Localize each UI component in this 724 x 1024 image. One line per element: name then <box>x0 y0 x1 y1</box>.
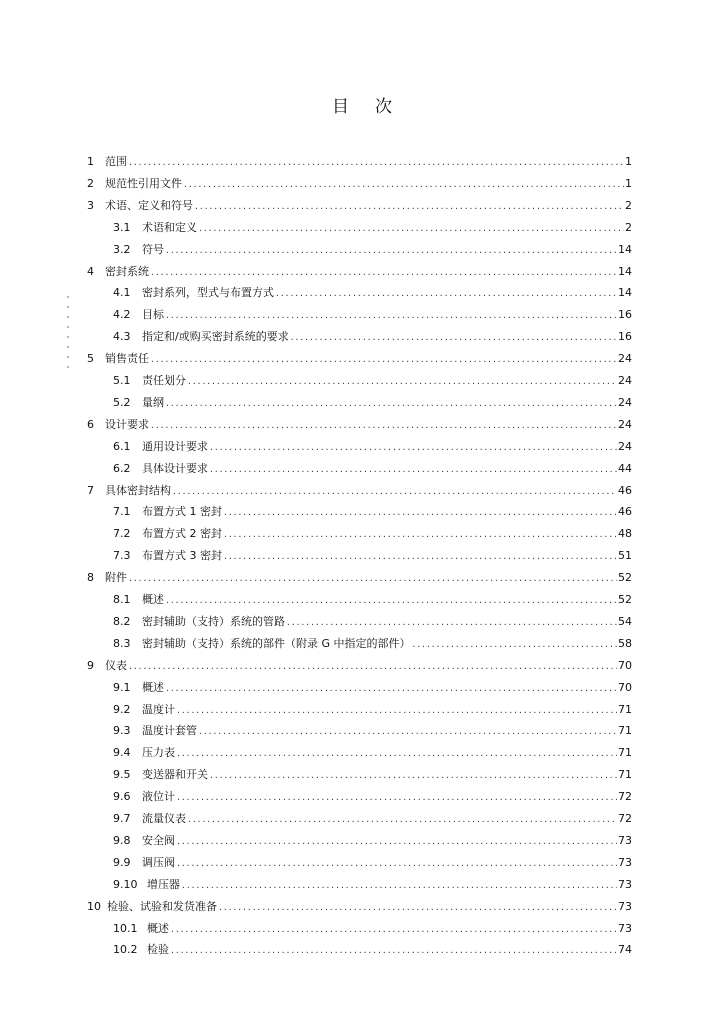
toc-label: 概述 <box>147 921 169 935</box>
toc-page-number: 52 <box>618 571 632 585</box>
toc-page-number: 54 <box>618 614 632 628</box>
toc-number: 9.9 <box>113 855 131 869</box>
toc-entry[interactable] <box>87 345 632 365</box>
toc-entry[interactable] <box>113 805 632 825</box>
toc-label: 具体设计要求 <box>142 461 208 475</box>
toc-label: 销售责任 <box>105 352 149 366</box>
dot-leader <box>286 617 617 628</box>
toc-entry[interactable] <box>113 367 632 387</box>
toc-page-number: 73 <box>618 833 632 847</box>
dot-leader <box>275 288 617 299</box>
toc-entry[interactable] <box>113 739 632 759</box>
toc-entry[interactable] <box>113 323 632 343</box>
toc-page-number: 24 <box>618 439 632 453</box>
toc-number: 5.2 <box>113 395 131 409</box>
toc-label: 密封辅助（支持）系统的管路 <box>142 614 285 628</box>
margin-marks <box>66 296 71 372</box>
toc-label: 附件 <box>105 571 127 585</box>
toc-page-number: 24 <box>618 374 632 387</box>
toc-entry[interactable] <box>87 411 632 431</box>
dot-leader <box>209 442 617 453</box>
dot-leader <box>223 507 617 518</box>
dot-leader <box>181 880 617 891</box>
toc-entry[interactable] <box>113 236 632 256</box>
toc-entry[interactable] <box>113 674 632 694</box>
toc-label: 布置方式 2 密封 <box>142 527 222 541</box>
toc-number: 9.6 <box>113 790 131 804</box>
toc-number: 7 <box>87 483 94 497</box>
toc-page-number: 16 <box>618 330 632 344</box>
toc-entry[interactable] <box>87 258 632 278</box>
toc-label: 密封辅助（支持）系统的部件（附录 G 中指定的部件） <box>142 636 411 650</box>
toc-label: 调压阀 <box>142 855 175 869</box>
toc-entry[interactable] <box>113 301 632 321</box>
dot-leader <box>165 245 617 256</box>
toc-number: 3.2 <box>113 242 131 256</box>
toc-entry[interactable] <box>113 214 632 234</box>
toc-entry[interactable] <box>87 148 632 168</box>
toc-page-number: 44 <box>618 461 632 475</box>
toc-label: 增压器 <box>147 877 180 891</box>
dot-leader <box>176 858 617 869</box>
toc-label: 密封系统 <box>105 264 149 278</box>
toc-page-number: 1 <box>625 155 632 168</box>
toc-page-number: 16 <box>618 308 632 322</box>
dot-leader <box>165 398 617 409</box>
dot-leader <box>165 595 617 606</box>
toc-entry[interactable] <box>113 455 632 475</box>
toc-entry[interactable] <box>113 717 632 737</box>
toc-page-number: 73 <box>618 877 632 891</box>
dot-leader <box>209 770 617 781</box>
toc-label: 检验 <box>147 943 169 957</box>
toc-number: 8.2 <box>113 614 131 628</box>
toc-page-number: 52 <box>618 593 632 606</box>
toc-entry[interactable] <box>113 630 632 650</box>
dot-leader <box>223 551 617 562</box>
toc-page-number: 2 <box>625 198 632 212</box>
toc-page-number: 14 <box>618 286 632 300</box>
toc-number: 9.3 <box>113 724 131 738</box>
toc-label: 液位计 <box>142 790 175 804</box>
toc-number: 7.1 <box>113 505 131 519</box>
dot-leader <box>150 267 617 278</box>
toc-number: 6.1 <box>113 439 131 453</box>
dot-leader <box>187 814 617 825</box>
toc-page-number: 70 <box>618 658 632 672</box>
toc-label: 安全阀 <box>142 833 175 847</box>
toc-number: 9.4 <box>113 746 131 760</box>
toc-number: 9.5 <box>113 768 131 782</box>
toc-entry[interactable] <box>113 433 632 453</box>
toc-label: 布置方式 3 密封 <box>142 549 222 563</box>
toc-label: 通用设计要求 <box>142 439 208 453</box>
dot-leader <box>290 332 617 343</box>
toc-entry[interactable] <box>113 389 632 409</box>
toc-number: 6.2 <box>113 461 131 475</box>
toc-entry[interactable] <box>113 783 632 803</box>
toc-page-number: 14 <box>618 242 632 256</box>
toc-entry[interactable] <box>113 915 632 935</box>
toc-label: 密封系列，型式与布置方式 <box>142 286 274 300</box>
toc-label: 术语、定义和符号 <box>105 198 193 212</box>
toc-entry[interactable] <box>87 192 632 212</box>
toc-number: 8.3 <box>113 636 131 650</box>
dot-leader <box>128 661 617 672</box>
dot-leader <box>198 726 617 737</box>
dot-leader <box>172 486 617 497</box>
toc-number: 9.1 <box>113 680 131 694</box>
toc-number: 5 <box>87 352 94 366</box>
toc-label: 量纲 <box>142 395 164 409</box>
dot-leader <box>198 223 624 234</box>
toc-label: 符号 <box>142 242 164 256</box>
toc-page-number: 2 <box>625 220 632 234</box>
toc-label: 设计要求 <box>105 417 149 431</box>
toc-page-number: 1 <box>625 176 632 190</box>
toc-entry[interactable] <box>87 652 632 672</box>
toc-label: 布置方式 1 密封 <box>142 505 222 519</box>
toc-label: 变送器和开关 <box>142 768 208 782</box>
toc-page-number: 73 <box>618 899 632 913</box>
toc-number: 9.2 <box>113 702 131 716</box>
toc-page-number: 71 <box>618 746 632 760</box>
toc-number: 4 <box>87 264 94 278</box>
dot-leader <box>176 705 617 716</box>
toc-entry[interactable] <box>113 279 632 299</box>
toc-number: 7.2 <box>113 527 131 541</box>
dot-leader <box>150 354 617 365</box>
toc-page-number: 51 <box>618 549 632 563</box>
toc-label: 流量仪表 <box>142 812 186 825</box>
toc-page-number: 71 <box>618 768 632 782</box>
toc-number: 9.10 <box>113 877 138 891</box>
toc-entry[interactable] <box>113 608 632 628</box>
toc-label: 责任划分 <box>142 374 186 387</box>
dot-leader <box>165 310 617 321</box>
dot-leader <box>165 683 617 694</box>
toc-number: 10.1 <box>113 921 138 935</box>
dot-leader <box>209 464 617 475</box>
dot-leader <box>412 639 617 650</box>
page-title <box>0 92 724 117</box>
dot-leader <box>223 529 617 540</box>
dot-leader <box>183 179 624 190</box>
toc-page-number: 73 <box>618 855 632 869</box>
title-char-1: 目 <box>332 97 349 117</box>
toc-page-number: 72 <box>618 812 632 825</box>
toc-entry[interactable] <box>113 761 632 781</box>
toc-number: 4.1 <box>113 286 131 300</box>
toc-entry[interactable] <box>113 871 632 891</box>
toc-label: 压力表 <box>142 746 175 760</box>
toc-entry[interactable] <box>87 477 632 497</box>
toc-number: 3.1 <box>113 220 131 234</box>
toc-entry[interactable] <box>87 893 632 913</box>
toc-entry[interactable] <box>113 827 632 847</box>
toc-number: 10 <box>87 899 101 913</box>
toc-number: 4.3 <box>113 330 131 344</box>
dot-leader <box>150 420 617 431</box>
toc-label: 温度计套管 <box>142 724 197 738</box>
toc-page-number: 71 <box>618 724 632 738</box>
toc-label: 具体密封结构 <box>105 483 171 497</box>
dot-leader <box>128 573 617 584</box>
dot-leader <box>170 945 617 956</box>
toc-page-number: 58 <box>618 636 632 650</box>
toc-entry[interactable] <box>113 520 632 540</box>
toc-label: 概述 <box>142 680 164 694</box>
toc-page-number: 24 <box>618 417 632 431</box>
toc-entry[interactable] <box>113 696 632 716</box>
toc-label: 温度计 <box>142 702 175 716</box>
toc-entry[interactable] <box>87 564 632 584</box>
dot-leader <box>176 748 617 759</box>
dot-leader <box>194 201 624 212</box>
toc-page-number: 74 <box>618 943 632 957</box>
toc-label: 规范性引用文件 <box>105 176 182 190</box>
toc-page-number: 46 <box>618 483 632 497</box>
dot-leader <box>176 836 617 847</box>
toc-entry[interactable] <box>87 170 632 190</box>
toc-page-number: 73 <box>618 921 632 935</box>
toc-number: 3 <box>87 198 94 212</box>
toc-page-number: 48 <box>618 527 632 541</box>
toc-page-number: 14 <box>618 264 632 278</box>
title-char-2: 次 <box>375 97 392 117</box>
toc-label: 目标 <box>142 308 164 322</box>
toc-page-number: 71 <box>618 702 632 716</box>
toc-page-number: 46 <box>618 505 632 519</box>
toc-page-number: 72 <box>618 790 632 804</box>
dot-leader <box>218 902 617 913</box>
toc-label: 仪表 <box>105 658 127 672</box>
toc-number: 8 <box>87 571 94 585</box>
toc-entry[interactable] <box>113 586 632 606</box>
dot-leader <box>170 924 617 935</box>
toc-number: 6 <box>87 417 94 431</box>
toc-entry[interactable] <box>113 936 632 956</box>
dot-leader <box>128 157 624 168</box>
toc-label: 概述 <box>142 593 164 606</box>
toc-entry[interactable] <box>113 542 632 562</box>
toc-number: 2 <box>87 176 94 190</box>
dot-leader <box>176 792 617 803</box>
toc-number: 7.3 <box>113 549 131 563</box>
toc-number: 1 <box>87 155 94 168</box>
toc-number: 4.2 <box>113 308 131 322</box>
toc-number: 9.7 <box>113 812 131 825</box>
toc-entry[interactable] <box>113 498 632 518</box>
toc-label: 术语和定义 <box>142 220 197 234</box>
toc-label: 检验、试验和发货准备 <box>107 899 217 913</box>
toc-label: 指定和/或购买密封系统的要求 <box>142 330 289 344</box>
toc-number: 8.1 <box>113 593 131 606</box>
toc-number: 9.8 <box>113 833 131 847</box>
toc-number: 9 <box>87 658 94 672</box>
toc-page-number: 70 <box>618 680 632 694</box>
toc-number: 5.1 <box>113 374 131 387</box>
dot-leader <box>187 376 617 387</box>
toc-label: 范围 <box>105 155 127 168</box>
toc-page-number: 24 <box>618 352 632 366</box>
toc-number: 10.2 <box>113 943 138 957</box>
toc-page-number: 24 <box>618 395 632 409</box>
toc-entry[interactable] <box>113 849 632 869</box>
